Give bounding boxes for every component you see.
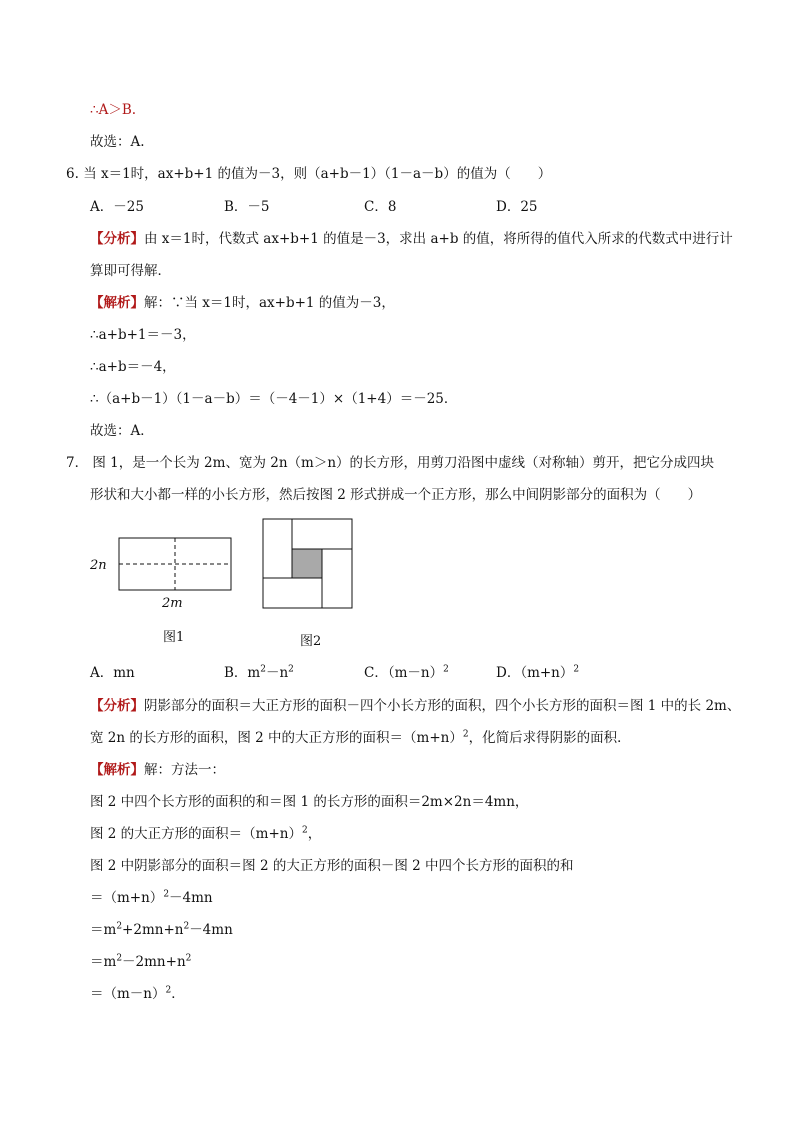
figure-1: [85, 530, 255, 640]
option-a: A．－25: [90, 199, 144, 215]
option-d: [496, 664, 579, 682]
option-b-exp1: 2: [260, 664, 266, 675]
option-c: [364, 664, 449, 682]
analysis-line-2: [90, 729, 631, 747]
line-4-b: －4mn: [169, 890, 213, 906]
answer-line-6: 故选：A．: [90, 423, 154, 439]
answer-line: 故选：A.: [90, 134, 145, 150]
solution-line-3: 图 2 中阴影部分的面积＝图 2 的大正方形的面积－图 2 中四个长方形的面积的和: [90, 858, 574, 874]
fig2-caption: 图2: [300, 634, 322, 649]
shaded-square: [292, 549, 322, 578]
line-6-b: －2mn+n: [122, 954, 186, 970]
line-5-b: +2mn+n: [122, 922, 184, 938]
analysis-tag: 【分析】: [90, 698, 144, 714]
fig1-caption: 图1: [163, 630, 185, 645]
line-6-exp1: 2: [116, 953, 123, 964]
option-c-base: C．（m－n）: [364, 665, 444, 681]
option-b: [224, 664, 294, 682]
line-6-exp2: 2: [185, 953, 192, 964]
line-5-exp2: 2: [183, 921, 190, 932]
line-5-c: －4mn: [189, 922, 233, 938]
option-d-base: D．（m+n）: [496, 665, 574, 681]
analysis-text-a: 宽 2n 的长方形的面积，图 2 中的大正方形的面积＝（m+n）: [90, 730, 463, 746]
solution-line-1: 图 2 中四个长方形的面积的和＝图 1 的长方形的面积＝2m×2n＝4mn，: [90, 794, 529, 810]
analysis-text: 由 x＝1时，代数式 ax+b+1 的值是－3，求出 a+b 的值，将所得的值代入所求的代数式中进行计: [144, 231, 733, 247]
analysis-line-1: [90, 230, 733, 248]
solution-tag: 【解析】: [90, 295, 144, 311]
solution-line-1: [90, 294, 395, 312]
solution-tag: 【解析】: [90, 762, 144, 778]
analysis-line-2: 算即可得解．: [90, 263, 171, 279]
solution-text: 解：∵当 x＝1时，ax+b+1 的值为－3，: [144, 295, 395, 311]
analysis-exp: 2: [462, 729, 469, 740]
analysis-line-1: [90, 697, 740, 715]
option-a: A．mn: [90, 665, 135, 681]
analysis-text-b: ，化简后求得阴影的面积．: [468, 730, 631, 746]
option-c-exp: 2: [443, 664, 449, 675]
option-d-exp: 2: [573, 664, 580, 675]
figure-2: [262, 518, 354, 610]
option-b: B．－5: [224, 199, 270, 215]
line-7-b: ．: [171, 986, 185, 1002]
solution-line-6: [90, 953, 191, 971]
solution-head-text: 解：方法一：: [144, 762, 225, 778]
line-2-b: ，: [307, 826, 322, 842]
solution-line-2: [90, 825, 321, 843]
fig1-side-label: 2n: [90, 558, 107, 573]
question-7-stem-1: [66, 454, 714, 472]
solution-head: [90, 761, 225, 779]
question-6-stem: [66, 165, 551, 183]
solution-line-4: [90, 889, 213, 907]
solution-line-7: [90, 985, 185, 1003]
line-6-a: ＝m: [90, 954, 117, 970]
analysis-text: 阴影部分的面积＝大正方形的面积－四个小长方形的面积，四个小长方形的面积＝图 1 中的长 2m、: [144, 698, 741, 714]
option-b-exp2: 2: [288, 664, 294, 675]
question-7-stem-2: 形状和大小都一样的小长方形，然后按图 2 形式拼成一个正方形，那么中间阴影部分的面积为（ ）: [90, 487, 702, 503]
solution-line-2: ∴a+b+1＝－3，: [90, 327, 196, 343]
therefore-line: ∴A＞B.: [90, 102, 137, 118]
line-5-a: ＝m: [90, 922, 117, 938]
fig1-bottom-label: 2m: [162, 596, 183, 611]
question-text: 当 x＝1时，ax+b+1 的值为－3，则（a+b－1）（1－a－b）的值为（ ）: [83, 166, 552, 182]
line-7-exp: 2: [165, 985, 172, 996]
line-2-a: 图 2 的大正方形的面积＝（m+n）: [90, 826, 302, 842]
analysis-tag: 【分析】: [90, 231, 144, 247]
line-4-exp: 2: [163, 889, 170, 900]
solution-line-5: [90, 921, 233, 939]
solution-line-3: ∴a+b＝－4，: [90, 359, 176, 375]
line-4-a: ＝（m+n）: [90, 890, 164, 906]
line-2-exp: 2: [301, 825, 308, 836]
solution-line-4: ∴（a+b－1）（1－a－b）＝（－4－1）×（1+4）＝－25．: [90, 391, 458, 407]
line-7-a: ＝（m－n）: [90, 986, 166, 1002]
line-5-exp1: 2: [116, 921, 123, 932]
option-c: C．8: [364, 199, 397, 215]
option-b-base: B．m: [224, 665, 261, 681]
question-number: 7．: [66, 455, 89, 471]
option-d: D．25: [496, 199, 538, 215]
question-text: 图 1，是一个长为 2m、宽为 2n（m＞n）的长方形，用剪刀沿图中虚线（对称轴）剪开，把它分成四块: [92, 455, 715, 471]
question-number: 6.: [66, 166, 79, 182]
option-b-mid: －n: [265, 665, 289, 681]
